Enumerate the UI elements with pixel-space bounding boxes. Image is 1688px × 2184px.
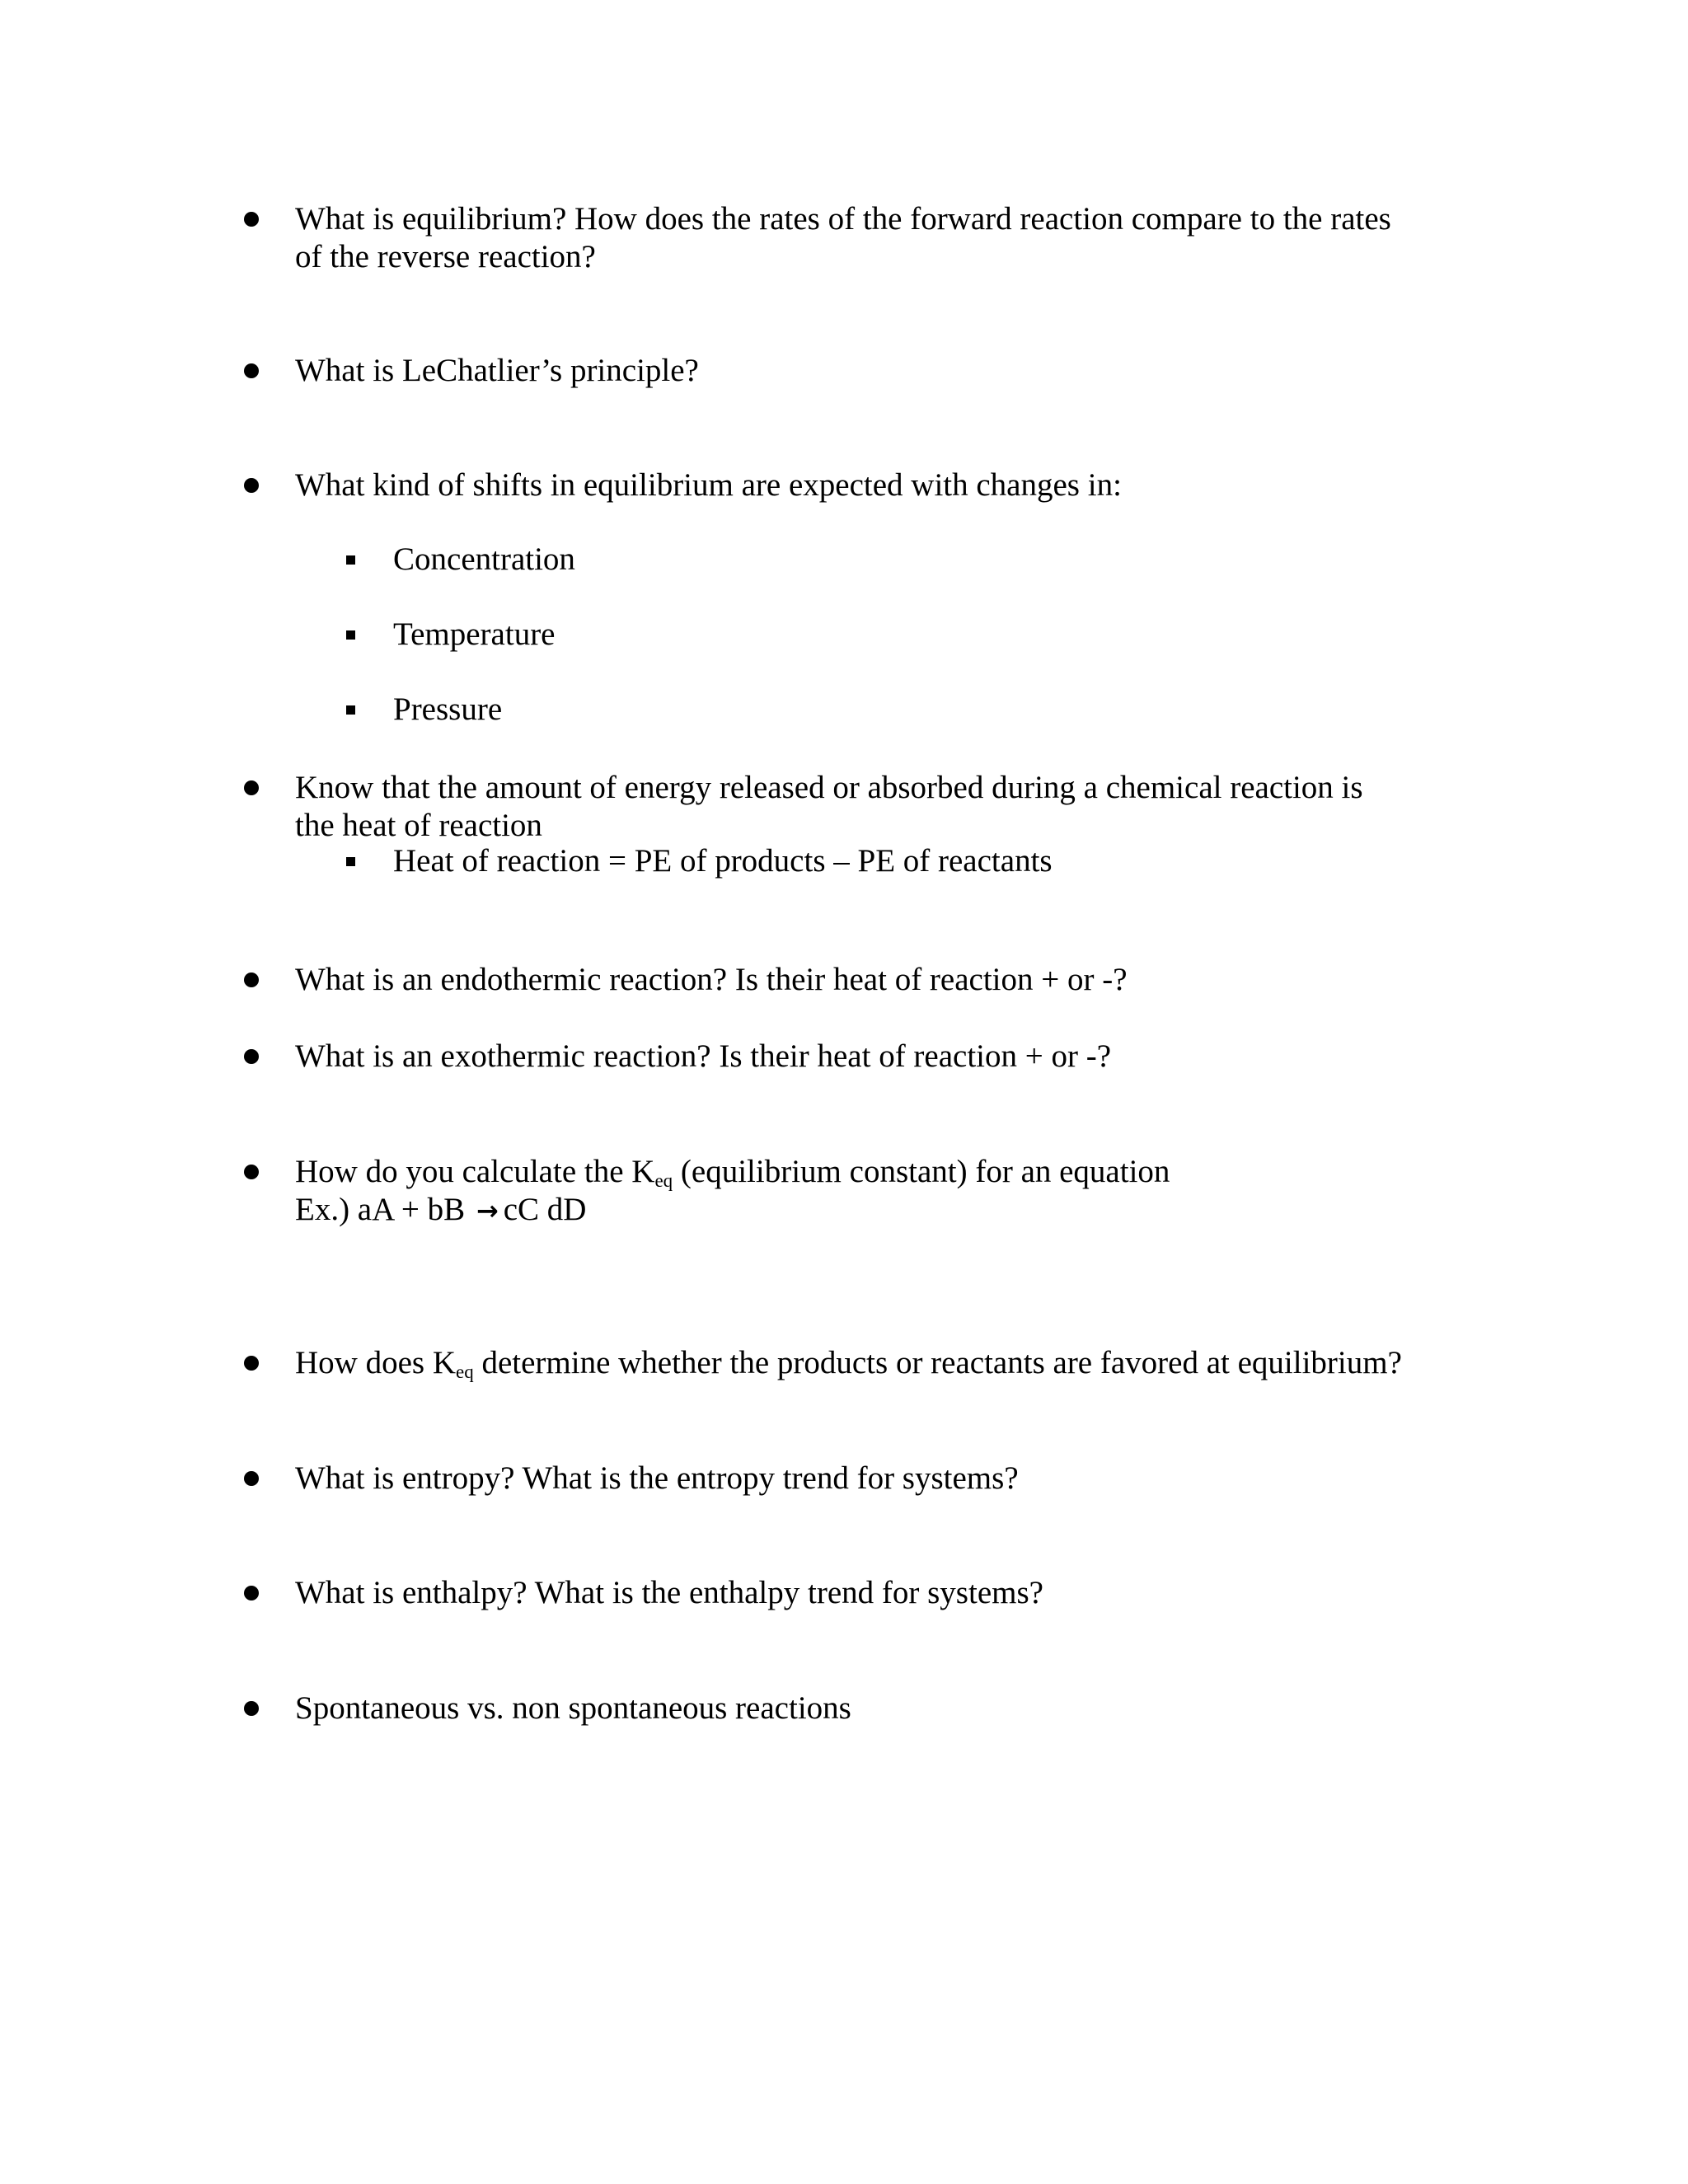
keq-text-post: determine whether the products or reactants are favored at equilibrium? bbox=[473, 1345, 1402, 1380]
question-entropy bbox=[295, 1460, 1465, 1497]
square-bullet-icon bbox=[346, 555, 355, 565]
question-text-line: of the reverse reaction? bbox=[295, 239, 596, 274]
question-text-line: Know that the amount of energy released or absorbed during a chemical reaction is bbox=[295, 770, 1363, 805]
question-text: What is entropy? What is the entropy trend for systems? bbox=[295, 1460, 1019, 1496]
sub-item-temperature: Temperature bbox=[393, 616, 556, 652]
keq-text-post: (equilibrium constant) for an equation bbox=[673, 1154, 1170, 1189]
question-text-line bbox=[295, 1153, 1465, 1191]
question-keq-favored bbox=[295, 1344, 1465, 1382]
question-exothermic bbox=[295, 1038, 1465, 1076]
bullet-icon bbox=[244, 1471, 259, 1486]
question-enthalpy bbox=[295, 1574, 1465, 1612]
question-lechatlier bbox=[295, 352, 1465, 390]
example-products: cC dD bbox=[503, 1192, 587, 1227]
bullet-icon bbox=[244, 1586, 259, 1601]
sub-item-pressure: Pressure bbox=[393, 691, 503, 727]
question-text-line: the heat of reaction bbox=[295, 808, 542, 843]
question-text: What is enthalpy? What is the enthalpy trend for systems? bbox=[295, 1575, 1043, 1610]
question-spontaneous bbox=[295, 1690, 1465, 1727]
bullet-icon bbox=[244, 478, 259, 493]
example-equation bbox=[295, 1191, 1465, 1230]
question-shifts bbox=[295, 466, 1465, 504]
keq-subscript: eq bbox=[654, 1170, 673, 1191]
keq-subscript: eq bbox=[455, 1361, 474, 1382]
bullet-icon bbox=[244, 1165, 259, 1179]
bullet-icon bbox=[244, 1049, 259, 1064]
question-text: What is LeChatlier’s principle? bbox=[295, 353, 699, 388]
question-equilibrium bbox=[295, 200, 1465, 276]
bullet-icon bbox=[244, 972, 259, 987]
question-text: What kind of shifts in equilibrium are expected with changes in: bbox=[295, 467, 1122, 503]
question-text: What is an endothermic reaction? Is their heat of reaction + or -? bbox=[295, 962, 1128, 997]
question-text: What is an exothermic reaction? Is their heat of reaction + or -? bbox=[295, 1038, 1112, 1074]
question-endothermic bbox=[295, 961, 1465, 999]
question-keq-calculate bbox=[295, 1153, 1465, 1230]
bullet-icon bbox=[244, 363, 259, 378]
question-text-line: What is equilibrium? How does the rates of the forward reaction compare to the rates bbox=[295, 201, 1391, 237]
bullet-icon bbox=[244, 1356, 259, 1371]
sub-item-concentration: Concentration bbox=[393, 541, 575, 577]
bullet-icon bbox=[244, 780, 259, 795]
sub-item-heat-formula: Heat of reaction = PE of products – PE of reactants bbox=[393, 843, 1053, 879]
square-bullet-icon bbox=[346, 630, 355, 640]
bullet-icon bbox=[244, 212, 259, 227]
bullet-icon bbox=[244, 1701, 259, 1716]
example-reactants: Ex.) aA + bB bbox=[295, 1192, 466, 1227]
square-bullet-icon bbox=[346, 705, 355, 715]
right-arrow-icon: → bbox=[476, 1195, 499, 1226]
question-heat-of-reaction bbox=[295, 769, 1465, 845]
keq-text-pre: How do you calculate the K bbox=[295, 1154, 655, 1189]
question-text-line bbox=[295, 1344, 1465, 1382]
question-text: Spontaneous vs. non spontaneous reactions bbox=[295, 1690, 851, 1726]
keq-text-pre: How does K bbox=[295, 1345, 456, 1380]
square-bullet-icon bbox=[346, 857, 355, 866]
